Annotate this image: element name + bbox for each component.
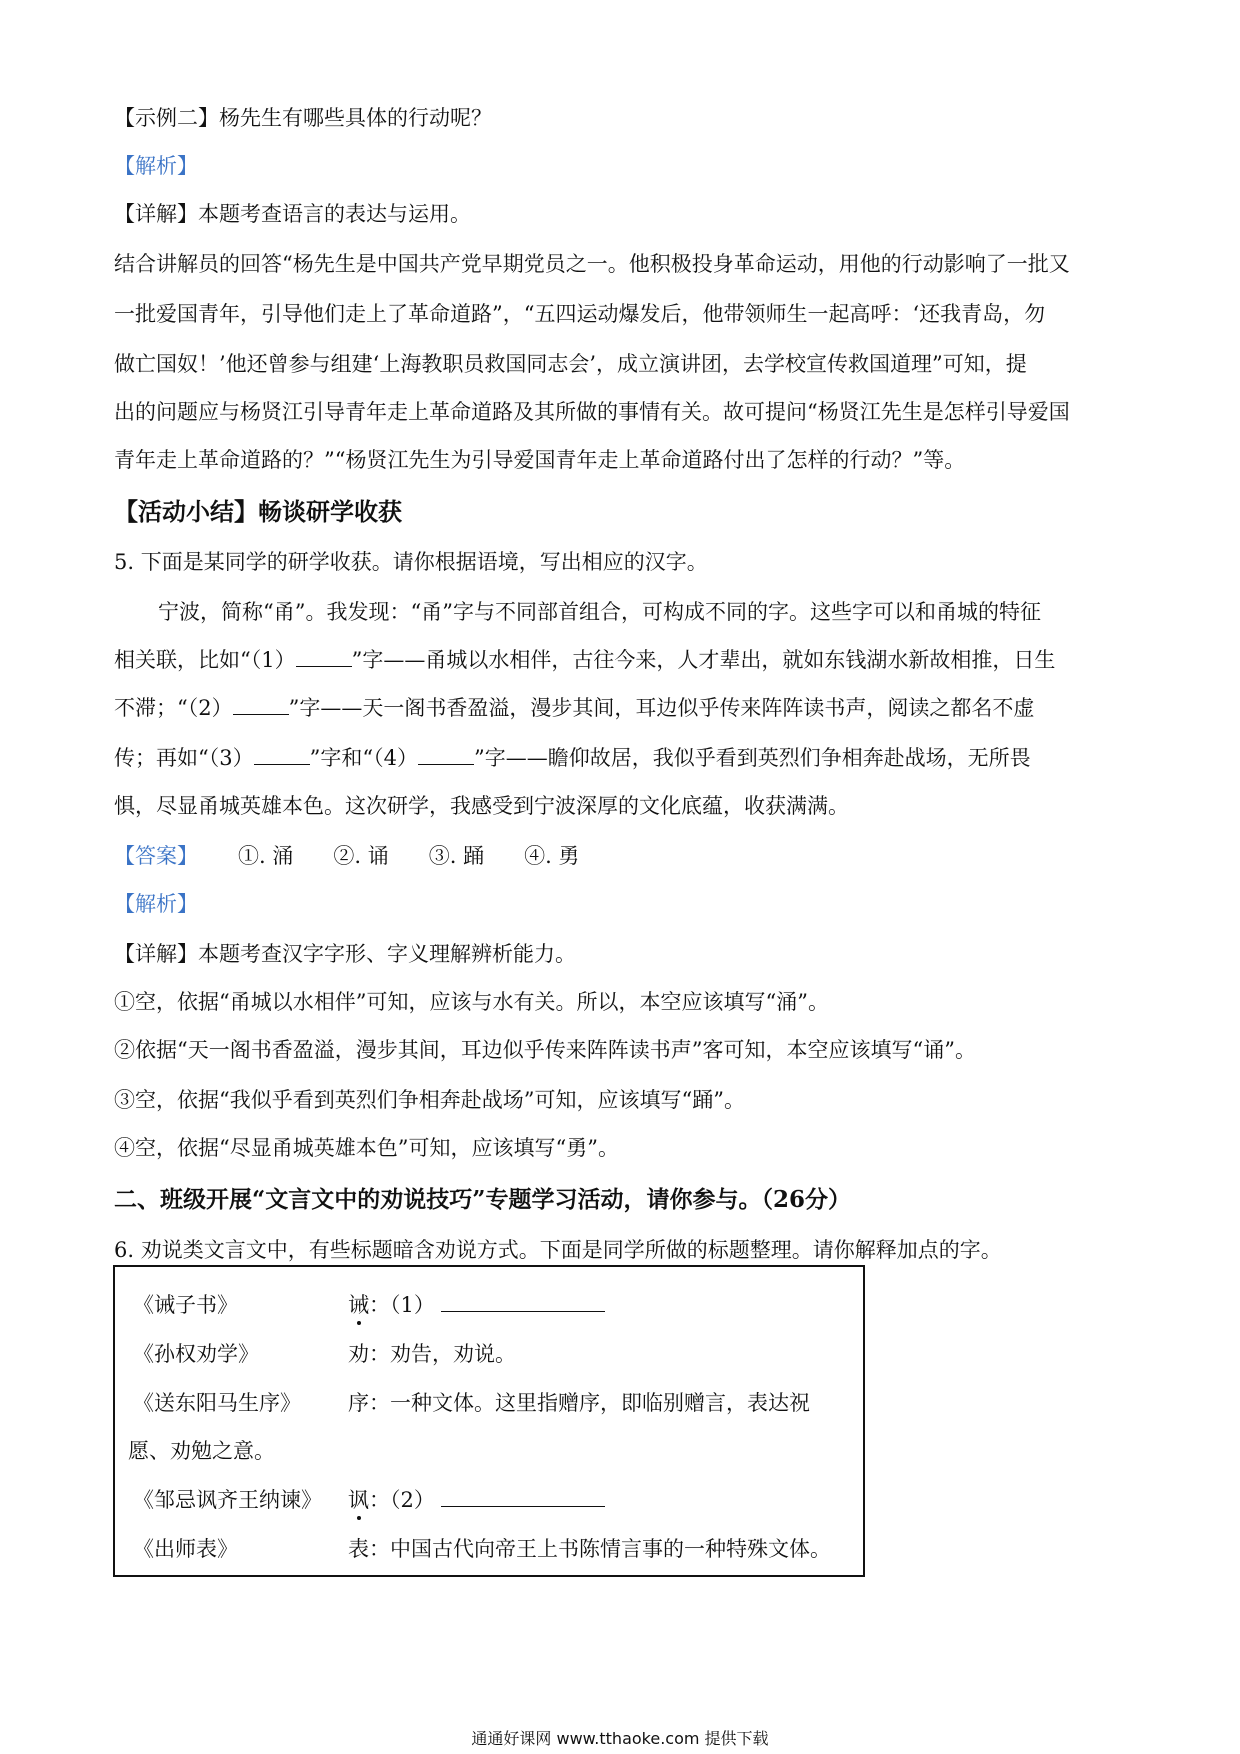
dotted-char: 讽 [348,1488,369,1512]
paragraph-line: 青年走上革命道路的？”“杨贤江先生为引导爱国青年走上革命道路付出了怎样的行动？”等。 [114,448,966,472]
paragraph-line: 出的问题应与杨贤江引导青年走上革命道路及其所做的事情有关。故可提问“杨贤江先生是怎样引导爱国 [114,400,1070,424]
q5-text-part: ”字——天一阁书香盈溢，漫步其间，耳边似乎传来阵阵读书声，阅读之都名不虚 [288,696,1035,720]
section-two-heading: 二、班级开展“文言文中的劝说技巧”专题学习活动，请你参与。（26分） [114,1186,851,1213]
example-two: 【示例二】杨先生有哪些具体的行动呢？ [114,106,492,130]
table-entry [348,1486,605,1514]
answer-blank-table-1 [441,1293,605,1312]
question-6: 6. 劝说类文言文中，有些标题暗含劝说方式。下面是同学所做的标题整理。请你解释加点的字。 [114,1238,1002,1262]
table-entry-text: 表：中国古代向帝王上书陈情言事的一种特殊文体。 [348,1537,831,1561]
paragraph-line: 一批爱国青年，引导他们走上了革命道路”，“五四运动爆发后，他带领师生一起高呼：‘还我青岛，勿 [114,302,1046,326]
dotted-char: 诫 [348,1293,369,1317]
detail-line: 【详解】本题考查汉字字形、字义理解辨析能力。 [114,942,576,966]
q5-text-line: 宁波，简称“甬”。我发现：“甬”字与不同部首组合，可构成不同的字。这些字可以和甬城的特征 [158,600,1041,624]
q5-text-part: 传；再如“（3） [114,746,254,770]
q5-text-part: ”字和“（4） [309,746,418,770]
table-title: 《孙权劝学》 [133,1342,259,1366]
analysis-label: 【解析】 [114,892,198,916]
explanation-line: ③空，依据“我似乎看到英烈们争相奔赴战场”可知，应该填写“踊”。 [114,1088,745,1112]
table-entry-text: ：（1） [369,1293,435,1317]
answer-item: ③. 踊 [428,844,485,868]
explanation-line: ②依据“天一阁书香盈溢，漫步其间，耳边似乎传来阵阵读书声”客可知，本空应该填写“诵”。 [114,1038,976,1062]
analysis-label: 【解析】 [114,154,198,178]
answer-row [114,842,579,870]
q5-text-line: 惧，尽显甬城英雄本色。这次研学，我感受到宁波深厚的文化底蕴，收获满满。 [114,794,849,818]
q5-text-part: 不滞；“（2） [114,696,233,720]
answer-item: ④. 勇 [524,844,580,868]
answer-blank-3 [254,746,310,765]
table-entry-text: 愿、劝勉之意。 [128,1439,275,1463]
page-footer: 通通好课网 www.tthaoke.com 提供下载 [471,1729,769,1748]
explanation-line: ①空，依据“甬城以水相伴”可知，应该与水有关。所以，本空应该填写“涌”。 [114,990,829,1014]
q5-text-part: ”字——瞻仰故居，我似乎看到英烈们争相奔赴战场，无所畏 [473,746,1031,770]
paragraph-line: 做亡国奴！’他还曾参与组建‘上海教职员救国同志会’，成立演讲团，去学校宣传救国道理”可知，提 [114,352,1027,376]
answer-blank-1 [296,648,352,667]
activity-summary-heading: 【活动小结】畅谈研学收获 [114,497,402,526]
q5-text-line [114,694,1034,722]
q5-text-part: ”字——甬城以水相伴，古往今来，人才辈出，就如东钱湖水新故相推，日生 [351,648,1056,672]
table-entry-text: ：（2） [369,1488,435,1512]
q5-text-line [114,646,1055,674]
table-title: 《诫子书》 [133,1293,238,1317]
title-table [113,1265,865,1577]
q5-text-line [114,744,1031,772]
explanation-line: ④空，依据“尽显甬城英雄本色”可知，应该填写“勇”。 [114,1136,619,1160]
answer-blank-2 [233,696,289,715]
table-entry-text: 序：一种文体。这里指赠序，即临别赠言，表达祝 [348,1391,810,1415]
q5-text-part: 相关联，比如“（1） [114,648,296,672]
answer-item: ①. 涌 [238,844,294,868]
question-5: 5. 下面是某同学的研学收获。请你根据语境，写出相应的汉字。 [114,550,708,574]
answer-item: ②. 诵 [333,844,389,868]
table-entry [348,1291,605,1319]
answer-label: 【答案】 [114,844,198,868]
answer-blank-4 [418,746,474,765]
paragraph-line: 结合讲解员的回答“杨先生是中国共产党早期党员之一。他积极投身革命运动，用他的行动影响了一批又 [114,252,1070,276]
table-title: 《送东阳马生序》 [133,1391,301,1415]
table-title: 《出师表》 [133,1537,238,1561]
answer-blank-table-2 [441,1488,605,1507]
table-title: 《邹忌讽齐王纳谏》 [133,1488,322,1512]
detail-line: 【详解】本题考查语言的表达与运用。 [114,202,471,226]
table-entry-text: 劝：劝告，劝说。 [348,1342,516,1366]
